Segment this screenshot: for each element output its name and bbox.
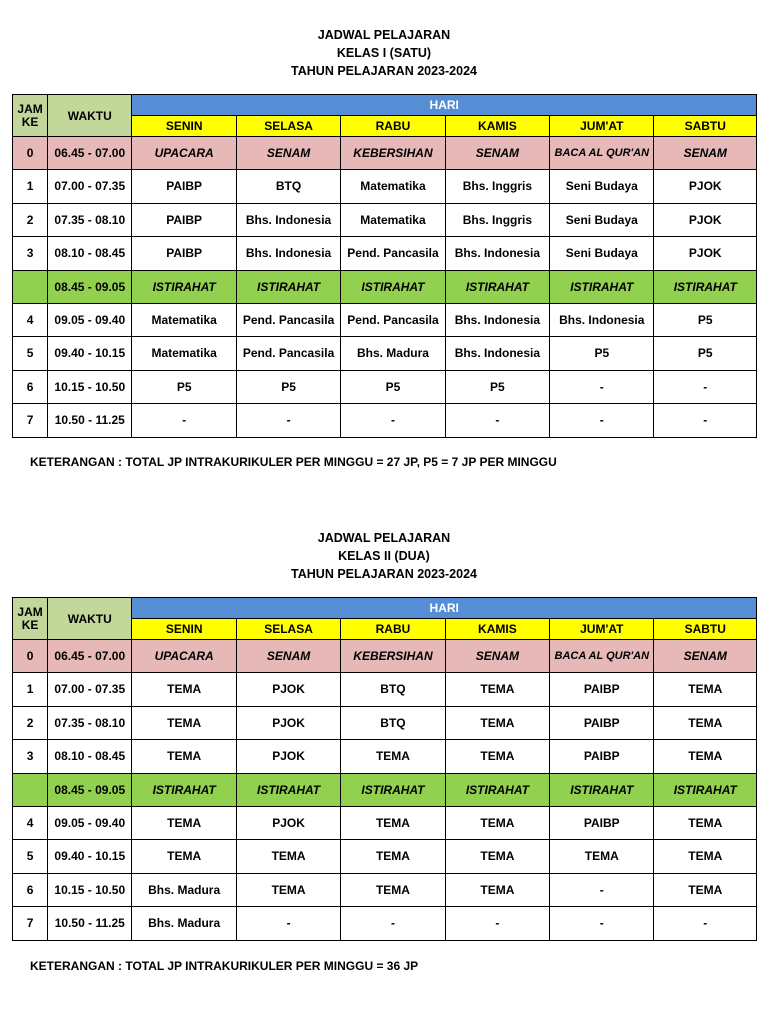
subject-cell: Matematika (132, 337, 236, 371)
subject-cell: Matematika (341, 203, 445, 237)
waktu-cell: 10.15 - 10.50 (48, 873, 132, 907)
table-row (13, 840, 757, 874)
istirahat-row (13, 270, 757, 303)
subject-cell: PAIBP (550, 673, 654, 707)
table-row (13, 337, 757, 371)
waktu-cell: 07.00 - 07.35 (48, 170, 132, 204)
subject-cell: Bhs. Indonesia (445, 337, 549, 371)
subject-cell: SENAM (445, 137, 549, 170)
subject-cell: P5 (341, 370, 445, 404)
table-row (13, 237, 757, 271)
day-header-kamis: KAMIS (445, 619, 549, 640)
subject-cell: SENAM (654, 640, 757, 673)
jam-cell: 7 (13, 907, 48, 941)
subject-cell: TEMA (445, 673, 549, 707)
subject-cell: TEMA (236, 873, 340, 907)
subject-cell: BACA AL QUR'AN (550, 137, 654, 170)
subject-cell: Bhs. Inggris (445, 170, 549, 204)
waktu-cell: 09.05 - 09.40 (48, 303, 132, 337)
header-row (13, 95, 757, 116)
jam-cell: 7 (13, 404, 48, 438)
subject-cell: - (445, 404, 549, 438)
jam-cell: 3 (13, 237, 48, 271)
subject-cell: TEMA (445, 740, 549, 774)
jam-ke-header: JAM KE (13, 95, 48, 137)
jam-cell: 3 (13, 740, 48, 774)
waktu-cell: 08.10 - 08.45 (48, 237, 132, 271)
subject-cell: TEMA (132, 673, 236, 707)
table-row (13, 303, 757, 337)
subject-cell: TEMA (654, 840, 757, 874)
waktu-cell: 07.35 - 08.10 (48, 203, 132, 237)
subject-cell: PJOK (236, 673, 340, 707)
day-header-rabu: RABU (341, 619, 445, 640)
subject-cell: Seni Budaya (550, 170, 654, 204)
subject-cell: P5 (236, 370, 340, 404)
day-header-rabu: RABU (341, 116, 445, 137)
waktu-cell: 10.50 - 11.25 (48, 404, 132, 438)
waktu-cell: 10.15 - 10.50 (48, 370, 132, 404)
table-row (13, 137, 757, 170)
table-row (13, 873, 757, 907)
waktu-cell: 09.05 - 09.40 (48, 806, 132, 840)
subject-cell: Bhs. Indonesia (445, 303, 549, 337)
subject-cell: PAIBP (132, 170, 236, 204)
waktu-cell: 08.10 - 08.45 (48, 740, 132, 774)
day-header-selasa: SELASA (236, 116, 340, 137)
subject-cell: TEMA (654, 740, 757, 774)
subject-cell: TEMA (445, 706, 549, 740)
subject-cell: ISTIRAHAT (550, 773, 654, 806)
subject-cell: - (550, 370, 654, 404)
jam-cell: 0 (13, 640, 48, 673)
jam-cell: 2 (13, 203, 48, 237)
subject-cell: - (550, 404, 654, 438)
subject-cell: BTQ (236, 170, 340, 204)
subject-cell: Pend. Pancasila (341, 303, 445, 337)
subject-cell: TEMA (445, 840, 549, 874)
schedule-titles (0, 503, 768, 583)
table-row (13, 806, 757, 840)
waktu-header: WAKTU (48, 598, 132, 640)
jam-cell: 6 (13, 873, 48, 907)
subject-cell: - (236, 907, 340, 941)
table-row (13, 673, 757, 707)
jam-cell: 6 (13, 370, 48, 404)
day-header-sabtu: SABTU (654, 116, 757, 137)
subject-cell: PAIBP (550, 740, 654, 774)
subject-cell: - (654, 404, 757, 438)
jam-cell: 1 (13, 170, 48, 204)
subject-cell: TEMA (132, 806, 236, 840)
table-row (13, 706, 757, 740)
waktu-cell: 06.45 - 07.00 (48, 640, 132, 673)
subject-cell: ISTIRAHAT (654, 270, 757, 303)
subject-cell: PAIBP (132, 237, 236, 271)
schedule-table (12, 94, 757, 438)
subject-cell: - (550, 907, 654, 941)
subject-cell: TEMA (341, 840, 445, 874)
subject-cell: Matematika (132, 303, 236, 337)
subject-cell: ISTIRAHAT (341, 773, 445, 806)
jam-cell: 5 (13, 840, 48, 874)
keterangan-note: KETERANGAN : TOTAL JP INTRAKURIKULER PER MINGGU = 36 JP (30, 959, 419, 973)
subject-cell: PAIBP (550, 706, 654, 740)
schedule-kelas: KELAS II (DUA) (338, 549, 430, 563)
waktu-cell: 07.35 - 08.10 (48, 706, 132, 740)
waktu-cell: 09.40 - 10.15 (48, 840, 132, 874)
header-row (13, 598, 757, 619)
subject-cell: TEMA (132, 840, 236, 874)
waktu-cell: 08.45 - 09.05 (48, 270, 132, 303)
subject-cell: ISTIRAHAT (132, 270, 236, 303)
subject-cell: BACA AL QUR'AN (550, 640, 654, 673)
subject-cell: TEMA (550, 840, 654, 874)
waktu-header: WAKTU (48, 95, 132, 137)
jam-cell: 0 (13, 137, 48, 170)
waktu-cell: 09.40 - 10.15 (48, 337, 132, 371)
day-header-jumat: JUM'AT (550, 619, 654, 640)
subject-cell: Bhs. Indonesia (236, 203, 340, 237)
subject-cell: PJOK (236, 740, 340, 774)
day-header-kamis: KAMIS (445, 116, 549, 137)
subject-cell: Pend. Pancasila (341, 237, 445, 271)
subject-cell: Seni Budaya (550, 203, 654, 237)
subject-cell: P5 (132, 370, 236, 404)
subject-cell: TEMA (132, 706, 236, 740)
table-row (13, 907, 757, 941)
day-header-senin: SENIN (132, 619, 236, 640)
schedule-title: JADWAL PELAJARAN (317, 531, 451, 545)
jam-cell: 2 (13, 706, 48, 740)
subject-cell: - (341, 404, 445, 438)
schedule-tahun: TAHUN PELAJARAN 2023-2024 (291, 567, 477, 581)
subject-cell: BTQ (341, 673, 445, 707)
subject-cell: TEMA (341, 740, 445, 774)
subject-cell: KEBERSIHAN (341, 640, 445, 673)
jam-cell: 4 (13, 806, 48, 840)
waktu-cell: 06.45 - 07.00 (48, 137, 132, 170)
subject-cell: TEMA (654, 806, 757, 840)
subject-cell: TEMA (132, 740, 236, 774)
subject-cell: PJOK (236, 806, 340, 840)
day-header-jumat: JUM'AT (550, 116, 654, 137)
subject-cell: ISTIRAHAT (445, 270, 549, 303)
day-header-senin: SENIN (132, 116, 236, 137)
subject-cell: P5 (445, 370, 549, 404)
subject-cell: PJOK (236, 706, 340, 740)
subject-cell: - (236, 404, 340, 438)
schedule-kelas-1 (0, 0, 768, 469)
subject-cell: PAIBP (132, 203, 236, 237)
schedule-title: JADWAL PELAJARAN (317, 28, 451, 42)
waktu-cell: 08.45 - 09.05 (48, 773, 132, 806)
jam-cell (13, 773, 48, 806)
jam-cell (13, 270, 48, 303)
subject-cell: Bhs. Madura (132, 873, 236, 907)
jam-cell: 4 (13, 303, 48, 337)
subject-cell: Bhs. Indonesia (236, 237, 340, 271)
subject-cell: - (550, 873, 654, 907)
subject-cell: ISTIRAHAT (654, 773, 757, 806)
jam-cell: 1 (13, 673, 48, 707)
jam-ke-header: JAM KE (13, 598, 48, 640)
table-row (13, 640, 757, 673)
subject-cell: P5 (654, 303, 757, 337)
subject-cell: SENAM (236, 640, 340, 673)
subject-cell: SENAM (654, 137, 757, 170)
table-row (13, 170, 757, 204)
jam-cell: 5 (13, 337, 48, 371)
schedule-kelas-2 (0, 503, 768, 973)
subject-cell: TEMA (445, 873, 549, 907)
subject-cell: TEMA (654, 673, 757, 707)
hari-header: HARI (132, 95, 757, 116)
subject-cell: - (341, 907, 445, 941)
subject-cell: TEMA (654, 873, 757, 907)
subject-cell: ISTIRAHAT (550, 270, 654, 303)
subject-cell: Bhs. Indonesia (550, 303, 654, 337)
subject-cell: TEMA (341, 806, 445, 840)
subject-cell: KEBERSIHAN (341, 137, 445, 170)
subject-cell: TEMA (445, 806, 549, 840)
hari-header: HARI (132, 598, 757, 619)
subject-cell: PJOK (654, 237, 757, 271)
subject-cell: - (654, 907, 757, 941)
table-row (13, 203, 757, 237)
subject-cell: P5 (654, 337, 757, 371)
subject-cell: PJOK (654, 203, 757, 237)
subject-cell: ISTIRAHAT (445, 773, 549, 806)
subject-cell: ISTIRAHAT (236, 270, 340, 303)
subject-cell: ISTIRAHAT (236, 773, 340, 806)
table-row (13, 370, 757, 404)
table-row (13, 740, 757, 774)
subject-cell: PAIBP (550, 806, 654, 840)
subject-cell: PJOK (654, 170, 757, 204)
subject-cell: ISTIRAHAT (341, 270, 445, 303)
subject-cell: Bhs. Inggris (445, 203, 549, 237)
subject-cell: - (654, 370, 757, 404)
table-row (13, 404, 757, 438)
subject-cell: UPACARA (132, 640, 236, 673)
subject-cell: TEMA (236, 840, 340, 874)
subject-cell: Seni Budaya (550, 237, 654, 271)
subject-cell: SENAM (236, 137, 340, 170)
subject-cell: Matematika (341, 170, 445, 204)
subject-cell: BTQ (341, 706, 445, 740)
subject-cell: ISTIRAHAT (132, 773, 236, 806)
subject-cell: TEMA (654, 706, 757, 740)
subject-cell: UPACARA (132, 137, 236, 170)
subject-cell: - (445, 907, 549, 941)
subject-cell: Pend. Pancasila (236, 337, 340, 371)
subject-cell: SENAM (445, 640, 549, 673)
schedule-tahun: TAHUN PELAJARAN 2023-2024 (291, 64, 477, 78)
subject-cell: Pend. Pancasila (236, 303, 340, 337)
waktu-cell: 10.50 - 11.25 (48, 907, 132, 941)
subject-cell: P5 (550, 337, 654, 371)
schedule-kelas: KELAS I (SATU) (336, 46, 432, 60)
schedule-table (12, 597, 757, 941)
subject-cell: TEMA (341, 873, 445, 907)
schedule-titles (0, 0, 768, 80)
day-header-sabtu: SABTU (654, 619, 757, 640)
subject-cell: Bhs. Indonesia (445, 237, 549, 271)
day-header-selasa: SELASA (236, 619, 340, 640)
keterangan-note: KETERANGAN : TOTAL JP INTRAKURIKULER PER MINGGU = 27 JP, P5 = 7 JP PER MINGGU (30, 455, 557, 469)
subject-cell: Bhs. Madura (341, 337, 445, 371)
istirahat-row (13, 773, 757, 806)
subject-cell: Bhs. Madura (132, 907, 236, 941)
waktu-cell: 07.00 - 07.35 (48, 673, 132, 707)
subject-cell: - (132, 404, 236, 438)
